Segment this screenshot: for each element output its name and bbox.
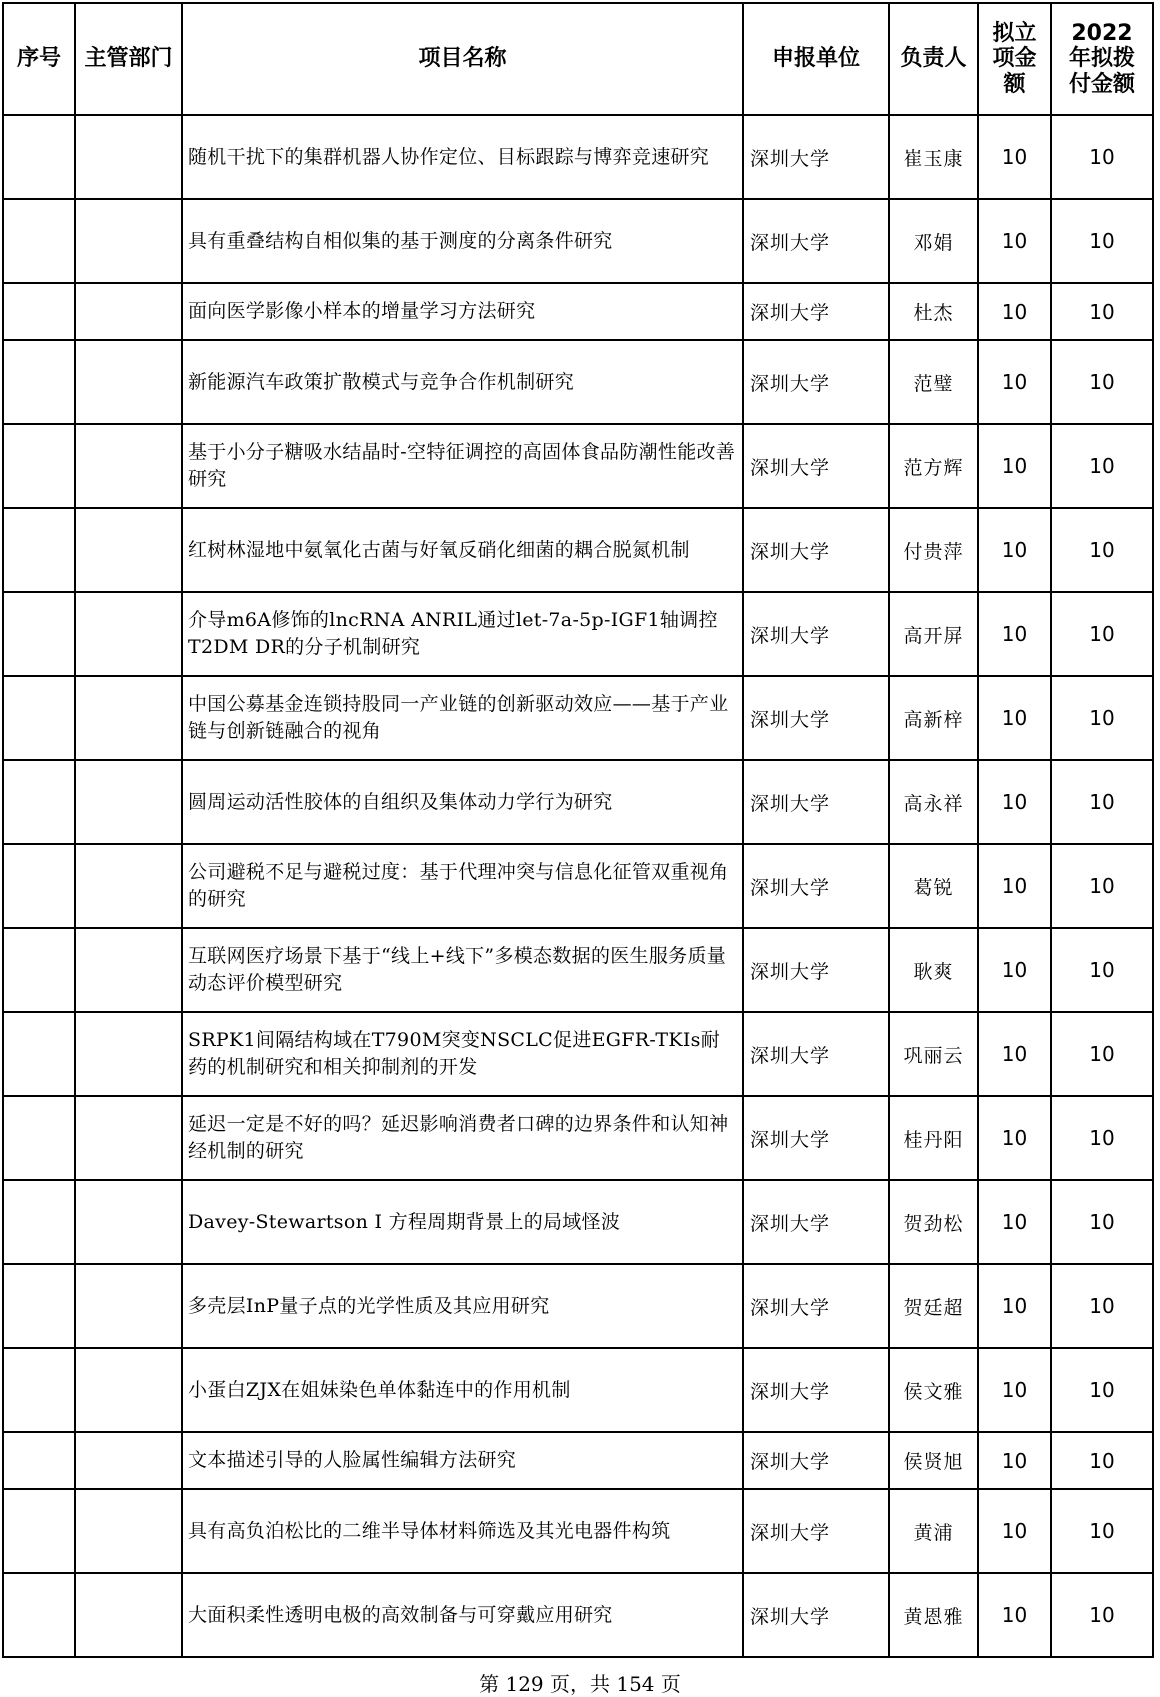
cell-unit: 深圳大学 xyxy=(743,760,889,844)
cell-2022-payment: 10 xyxy=(1051,199,1153,283)
cell-project-name: 红树林湿地中氨氧化古菌与好氧反硝化细菌的耦合脱氮机制 xyxy=(182,508,743,592)
cell-approved-amount: 10 xyxy=(978,1573,1051,1657)
cell-person: 巩丽云 xyxy=(889,1012,978,1096)
cell-approved-amount: 10 xyxy=(978,199,1051,283)
cell-dept xyxy=(75,1180,182,1264)
table-row xyxy=(3,1180,1153,1264)
table-row xyxy=(3,508,1153,592)
cell-dept xyxy=(75,928,182,1012)
cell-project-name: 互联网医疗场景下基于“线上+线下”多模态数据的医生服务质量动态评价模型研究 xyxy=(182,928,743,1012)
cell-unit: 深圳大学 xyxy=(743,340,889,424)
cell-2022-payment: 10 xyxy=(1051,1432,1153,1489)
cell-seq xyxy=(3,1573,75,1657)
cell-seq xyxy=(3,340,75,424)
cell-dept xyxy=(75,199,182,283)
cell-approved-amount: 10 xyxy=(978,1432,1051,1489)
header-dept: 主管部门 xyxy=(75,3,182,115)
cell-person: 侯贤旭 xyxy=(889,1432,978,1489)
cell-approved-amount: 10 xyxy=(978,1096,1051,1180)
table-row xyxy=(3,1489,1153,1573)
cell-project-name: 基于小分子糖吸水结晶时-空特征调控的高固体食品防潮性能改善研究 xyxy=(182,424,743,508)
cell-2022-payment: 10 xyxy=(1051,1573,1153,1657)
cell-unit: 深圳大学 xyxy=(743,676,889,760)
cell-person: 侯文雅 xyxy=(889,1348,978,1432)
cell-approved-amount: 10 xyxy=(978,676,1051,760)
cell-2022-payment: 10 xyxy=(1051,760,1153,844)
cell-2022-payment: 10 xyxy=(1051,1012,1153,1096)
cell-seq xyxy=(3,760,75,844)
cell-project-name: 大面积柔性透明电极的高效制备与可穿戴应用研究 xyxy=(182,1573,743,1657)
cell-unit: 深圳大学 xyxy=(743,1264,889,1348)
cell-project-name: 公司避税不足与避税过度：基于代理冲突与信息化征管双重视角的研究 xyxy=(182,844,743,928)
cell-project-name: SRPK1间隔结构域在T790M突变NSCLC促进EGFR-TKIs耐药的机制研究和相关抑制剂的开发 xyxy=(182,1012,743,1096)
cell-2022-payment: 10 xyxy=(1051,283,1153,340)
cell-person: 杜杰 xyxy=(889,283,978,340)
cell-approved-amount: 10 xyxy=(978,1012,1051,1096)
cell-person: 范方辉 xyxy=(889,424,978,508)
cell-unit: 深圳大学 xyxy=(743,1096,889,1180)
table-row xyxy=(3,760,1153,844)
cell-approved-amount: 10 xyxy=(978,760,1051,844)
header-approved-amount: 拟立项金额 xyxy=(978,3,1051,115)
cell-2022-payment: 10 xyxy=(1051,1264,1153,1348)
cell-person: 黄浦 xyxy=(889,1489,978,1573)
cell-seq xyxy=(3,676,75,760)
cell-project-name: 介导m6A修饰的lncRNA ANRIL通过let-7a-5p-IGF1轴调控T2DM DR的分子机制研究 xyxy=(182,592,743,676)
cell-project-name: 中国公募基金连锁持股同一产业链的创新驱动效应——基于产业链与创新链融合的视角 xyxy=(182,676,743,760)
cell-approved-amount: 10 xyxy=(978,508,1051,592)
cell-approved-amount: 10 xyxy=(978,1180,1051,1264)
header-unit: 申报单位 xyxy=(743,3,889,115)
cell-2022-payment: 10 xyxy=(1051,115,1153,199)
cell-unit: 深圳大学 xyxy=(743,1489,889,1573)
cell-person: 高新梓 xyxy=(889,676,978,760)
cell-project-name: 多壳层InP量子点的光学性质及其应用研究 xyxy=(182,1264,743,1348)
cell-person: 贺廷超 xyxy=(889,1264,978,1348)
table-row xyxy=(3,424,1153,508)
cell-dept xyxy=(75,508,182,592)
cell-project-name: 圆周运动活性胶体的自组织及集体动力学行为研究 xyxy=(182,760,743,844)
cell-seq xyxy=(3,1180,75,1264)
cell-project-name: Davey-Stewartson I 方程周期背景上的局域怪波 xyxy=(182,1180,743,1264)
cell-unit: 深圳大学 xyxy=(743,1432,889,1489)
table-row xyxy=(3,928,1153,1012)
cell-unit: 深圳大学 xyxy=(743,283,889,340)
cell-approved-amount: 10 xyxy=(978,340,1051,424)
cell-seq xyxy=(3,1489,75,1573)
cell-dept xyxy=(75,424,182,508)
cell-2022-payment: 10 xyxy=(1051,508,1153,592)
cell-dept xyxy=(75,1012,182,1096)
cell-person: 高永祥 xyxy=(889,760,978,844)
cell-person: 范璧 xyxy=(889,340,978,424)
cell-person: 耿爽 xyxy=(889,928,978,1012)
cell-project-name: 新能源汽车政策扩散模式与竞争合作机制研究 xyxy=(182,340,743,424)
cell-approved-amount: 10 xyxy=(978,592,1051,676)
cell-dept xyxy=(75,1264,182,1348)
cell-project-name: 小蛋白ZJX在姐妹染色单体黏连中的作用机制 xyxy=(182,1348,743,1432)
cell-dept xyxy=(75,115,182,199)
cell-2022-payment: 10 xyxy=(1051,928,1153,1012)
table-row xyxy=(3,1432,1153,1489)
cell-unit: 深圳大学 xyxy=(743,1573,889,1657)
cell-dept xyxy=(75,1489,182,1573)
cell-unit: 深圳大学 xyxy=(743,928,889,1012)
cell-approved-amount: 10 xyxy=(978,283,1051,340)
table-row xyxy=(3,676,1153,760)
cell-approved-amount: 10 xyxy=(978,424,1051,508)
header-project-name: 项目名称 xyxy=(182,3,743,115)
cell-2022-payment: 10 xyxy=(1051,1180,1153,1264)
cell-person: 桂丹阳 xyxy=(889,1096,978,1180)
cell-unit: 深圳大学 xyxy=(743,424,889,508)
table-row xyxy=(3,340,1153,424)
project-table xyxy=(2,2,1154,1658)
cell-person: 贺劲松 xyxy=(889,1180,978,1264)
cell-dept xyxy=(75,844,182,928)
table-row xyxy=(3,283,1153,340)
header-row xyxy=(3,3,1153,115)
cell-person: 崔玉康 xyxy=(889,115,978,199)
cell-dept xyxy=(75,760,182,844)
cell-2022-payment: 10 xyxy=(1051,1348,1153,1432)
cell-unit: 深圳大学 xyxy=(743,1348,889,1432)
cell-approved-amount: 10 xyxy=(978,928,1051,1012)
cell-unit: 深圳大学 xyxy=(743,592,889,676)
cell-2022-payment: 10 xyxy=(1051,592,1153,676)
cell-dept xyxy=(75,1432,182,1489)
header-seq: 序号 xyxy=(3,3,75,115)
cell-2022-payment: 10 xyxy=(1051,1489,1153,1573)
cell-unit: 深圳大学 xyxy=(743,199,889,283)
cell-approved-amount: 10 xyxy=(978,844,1051,928)
table-row xyxy=(3,592,1153,676)
cell-2022-payment: 10 xyxy=(1051,676,1153,760)
cell-seq xyxy=(3,424,75,508)
cell-project-name: 文本描述引导的人脸属性编辑方法研究 xyxy=(182,1432,743,1489)
header-2022-payment: 2022年拟拨付金额 xyxy=(1051,3,1153,115)
cell-dept xyxy=(75,283,182,340)
cell-seq xyxy=(3,283,75,340)
cell-dept xyxy=(75,676,182,760)
cell-project-name: 随机干扰下的集群机器人协作定位、目标跟踪与博弈竞速研究 xyxy=(182,115,743,199)
cell-seq xyxy=(3,1432,75,1489)
header-person: 负责人 xyxy=(889,3,978,115)
cell-approved-amount: 10 xyxy=(978,1264,1051,1348)
cell-unit: 深圳大学 xyxy=(743,1180,889,1264)
cell-approved-amount: 10 xyxy=(978,1489,1051,1573)
cell-seq xyxy=(3,592,75,676)
cell-unit: 深圳大学 xyxy=(743,508,889,592)
cell-project-name: 延迟一定是不好的吗？延迟影响消费者口碑的边界条件和认知神经机制的研究 xyxy=(182,1096,743,1180)
cell-unit: 深圳大学 xyxy=(743,844,889,928)
cell-2022-payment: 10 xyxy=(1051,424,1153,508)
table-row xyxy=(3,1096,1153,1180)
cell-dept xyxy=(75,1096,182,1180)
cell-dept xyxy=(75,1348,182,1432)
table-row xyxy=(3,1012,1153,1096)
cell-seq xyxy=(3,844,75,928)
table-row xyxy=(3,199,1153,283)
cell-approved-amount: 10 xyxy=(978,115,1051,199)
cell-seq xyxy=(3,928,75,1012)
cell-person: 付贵萍 xyxy=(889,508,978,592)
cell-2022-payment: 10 xyxy=(1051,340,1153,424)
table-row xyxy=(3,1573,1153,1657)
cell-unit: 深圳大学 xyxy=(743,1012,889,1096)
cell-seq xyxy=(3,1264,75,1348)
cell-project-name: 具有高负泊松比的二维半导体材料筛选及其光电器件构筑 xyxy=(182,1489,743,1573)
cell-dept xyxy=(75,340,182,424)
table-row xyxy=(3,1264,1153,1348)
table-row xyxy=(3,115,1153,199)
cell-project-name: 具有重叠结构自相似集的基于测度的分离条件研究 xyxy=(182,199,743,283)
cell-person: 葛锐 xyxy=(889,844,978,928)
cell-unit: 深圳大学 xyxy=(743,115,889,199)
cell-approved-amount: 10 xyxy=(978,1348,1051,1432)
cell-seq xyxy=(3,199,75,283)
cell-seq xyxy=(3,508,75,592)
cell-seq xyxy=(3,115,75,199)
cell-project-name: 面向医学影像小样本的增量学习方法研究 xyxy=(182,283,743,340)
cell-person: 邓娟 xyxy=(889,199,978,283)
table-row xyxy=(3,1348,1153,1432)
cell-dept xyxy=(75,592,182,676)
page-footer: 第 129 页，共 154 页 xyxy=(479,1672,681,1696)
table-row xyxy=(3,844,1153,928)
cell-2022-payment: 10 xyxy=(1051,844,1153,928)
cell-seq xyxy=(3,1348,75,1432)
cell-2022-payment: 10 xyxy=(1051,1096,1153,1180)
cell-seq xyxy=(3,1012,75,1096)
cell-person: 高开屏 xyxy=(889,592,978,676)
cell-seq xyxy=(3,1096,75,1180)
cell-dept xyxy=(75,1573,182,1657)
cell-person: 黄恩雅 xyxy=(889,1573,978,1657)
